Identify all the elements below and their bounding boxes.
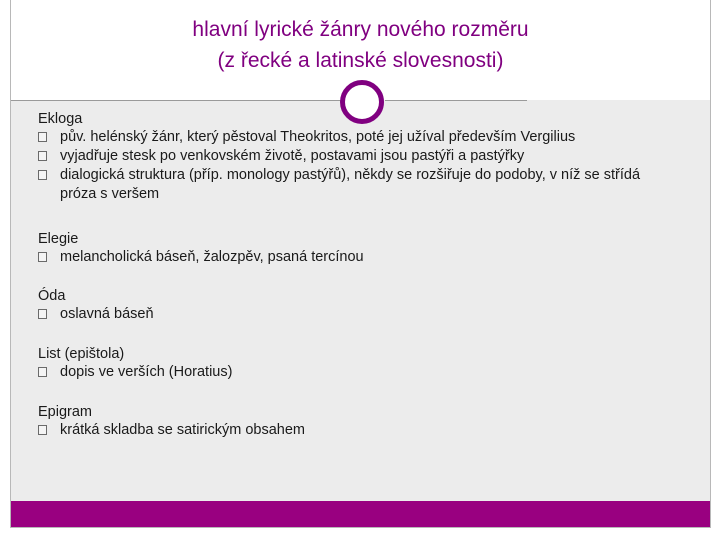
checkbox-bullet-icon [38,425,47,435]
section-elegie [38,230,668,267]
list-item [38,305,668,324]
section-epigram [38,403,668,440]
list-item-text: pův. helénský žánr, který pěstoval Theokritos, poté jej užíval především Vergilius [60,129,576,145]
checkbox-bullet-icon [38,170,47,180]
section-ekloga [38,110,668,204]
list-item [38,248,668,267]
section-heading: Óda [38,288,66,304]
bottom-accent-bar [11,501,710,527]
title-divider-left [11,100,341,101]
checkbox-bullet-icon [38,132,47,142]
list-item-text: dopis ve verších (Horatius) [60,364,233,380]
section-list-epistola [38,345,668,382]
section-oda [38,287,668,324]
section-heading: Ekloga [38,111,83,127]
list-item [38,363,668,382]
checkbox-bullet-icon [38,309,47,319]
title-divider-right [385,100,527,101]
list-item-text: krátká skladba se satirickým obsahem [60,422,305,438]
list-item-text: dialogická struktura (příp. monology pastýřů), někdy se rozšiřuje do podoby, v níž se střídá próza s veršem [60,167,641,202]
section-heading: Epigram [38,404,92,420]
slide-title: hlavní lyrické žánry nového rozměru [192,18,529,41]
section-heading: List (epištola) [38,346,125,362]
slide-subtitle: (z řecké a latinské slovesnosti) [217,49,504,72]
section-heading: Elegie [38,231,79,247]
checkbox-bullet-icon [38,367,47,377]
list-item [38,421,668,440]
list-item [38,166,668,204]
list-item-text: oslavná báseň [60,306,154,322]
checkbox-bullet-icon [38,252,47,262]
list-item-text: melancholická báseň, žalozpěv, psaná tercínou [60,249,364,265]
list-item-text: vyjadřuje stesk po venkovském životě, postavami jsou pastýři a pastýřky [60,148,525,164]
checkbox-bullet-icon [38,151,47,161]
list-item [38,128,668,147]
list-item [38,147,668,166]
